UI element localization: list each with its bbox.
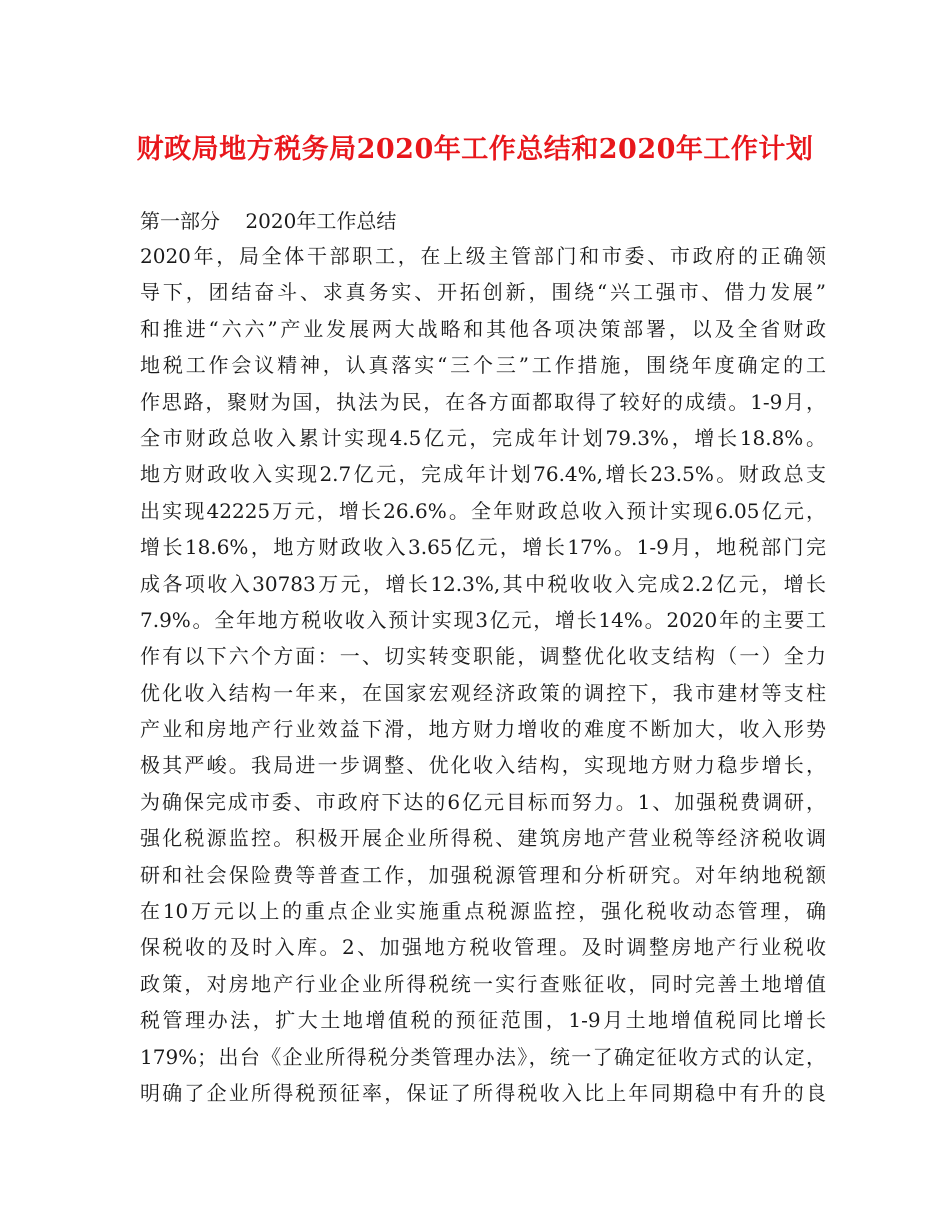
body-line: 地方财政收入实现2.7亿元，完成年计划76.4%,增长23.5%。财政总支 bbox=[140, 462, 826, 487]
body-line: 研和社会保险费等普查工作，加强税源管理和分析研究。对年纳地税额 bbox=[140, 862, 826, 887]
body-line: 增长18.6%，地方财政收入3.65亿元，增长17%。1-9月，地税部门完 bbox=[140, 535, 826, 560]
body-line: 全市财政总收入累计实现4.5亿元，完成年计划79.3%，增长18.8%。 bbox=[140, 425, 826, 450]
body-line: 出实现42225万元，增长26.6%。全年财政总收入预计实现6.05亿元， bbox=[140, 498, 826, 523]
section-heading: 第一部分 2020年工作总结 bbox=[140, 209, 397, 233]
body-line: 在10万元以上的重点企业实施重点税源监控，强化税收动态管理，确 bbox=[140, 899, 826, 924]
body-line: 地税工作会议精神，认真落实“三个三”工作措施，围绕年度确定的工 bbox=[140, 353, 826, 378]
body-line: 作思路，聚财为国，执法为民，在各方面都取得了较好的成绩。1-9月， bbox=[140, 389, 826, 414]
body-line: 税管理办法，扩大土地增值税的预征范围，1-9月土地增值税同比增长 bbox=[140, 1008, 826, 1033]
body-paragraph bbox=[140, 238, 826, 1111]
body-line: 强化税源监控。积极开展企业所得税、建筑房地产营业税等经济税收调 bbox=[140, 826, 826, 851]
body-line: 导下，团结奋斗、求真务实、开拓创新，围绕“兴工强市、借力发展” bbox=[140, 280, 826, 305]
body-line: 明确了企业所得税预征率，保证了所得税收入比上年同期稳中有升的良 bbox=[140, 1080, 826, 1105]
body-line: 极其严峻。我局进一步调整、优化收入结构，实现地方财力稳步增长， bbox=[140, 753, 826, 778]
body-line: 为确保完成市委、市政府下达的6亿元目标而努力。1、加强税费调研， bbox=[140, 789, 826, 814]
body-line: 和推进“六六”产业发展两大战略和其他各项决策部署，以及全省财政 bbox=[140, 316, 826, 341]
body-line: 2020年，局全体干部职工，在上级主管部门和市委、市政府的正确领 bbox=[140, 244, 826, 268]
body-line: 优化收入结构一年来，在国家宏观经济政策的调控下，我市建材等支柱 bbox=[140, 680, 826, 705]
body-line: 作有以下六个方面：一、切实转变职能，调整优化收支结构（一）全力 bbox=[140, 644, 826, 669]
body-line: 179%；出台《企业所得税分类管理办法》，统一了确定征收方式的认定， bbox=[140, 1044, 826, 1069]
document-title: 财政局地方税务局2020年工作总结和2020年工作计划 bbox=[136, 134, 814, 165]
body-line: 7.9%。全年地方税收收入预计实现3亿元，增长14%。2020年的主要工 bbox=[140, 607, 826, 632]
body-line: 政策，对房地产行业企业所得税统一实行查账征收，同时完善土地增值 bbox=[140, 971, 826, 996]
body-line: 保税收的及时入库。2、加强地方税收管理。及时调整房地产行业税收 bbox=[140, 935, 826, 960]
body-line: 产业和房地产行业效益下滑，地方财力增收的难度不断加大，收入形势 bbox=[140, 717, 826, 742]
body-line: 成各项收入30783万元，增长12.3%,其中税收收入完成2.2亿元，增长 bbox=[140, 571, 826, 596]
